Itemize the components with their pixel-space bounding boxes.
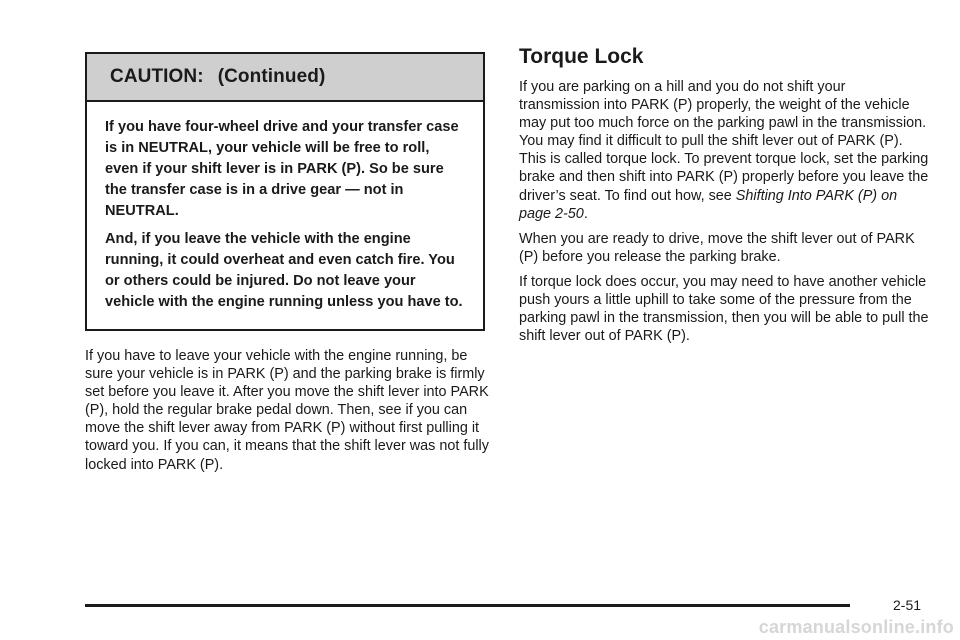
section-title: Torque Lock bbox=[519, 45, 644, 68]
watermark: carmanualsonline.info bbox=[758, 617, 954, 637]
torque-lock-paragraph-2: When you are ready to drive, move the shift lever out of PARK (P) before you release the parking brake. bbox=[519, 230, 915, 265]
caution-label: CAUTION: bbox=[110, 66, 204, 87]
caution-header bbox=[87, 54, 483, 102]
caution-box bbox=[85, 52, 485, 331]
paragraph-end-punctuation: . bbox=[583, 205, 588, 222]
page-number: 2-51 bbox=[893, 597, 922, 613]
cross-reference-link: Shifting Into PARK (P) on page 2-50 bbox=[519, 187, 898, 222]
torque-lock-paragraph-1 bbox=[519, 78, 929, 223]
caution-paragraph-2: And, if you leave the vehicle with the engine running, it could overheat and even catch fire. You or others could be injured. Do not leave your vehicle with the engine running unless you have to. bbox=[105, 231, 463, 310]
torque-lock-section bbox=[519, 42, 929, 352]
footer-rule bbox=[85, 604, 850, 607]
left-column-text bbox=[85, 347, 489, 474]
engine-running-paragraph: If you have to leave your vehicle with the engine running, be sure your vehicle is in PARK (P) and the parking brake is firmly set before you leave it. After you move the shift lever into PARK (P), hold the regular brake pedal down. Then, see if you can move the shift lever away from PARK (P) without first pulling it toward you. If you can, it means that the shift lever was not fully locked into PARK (P). bbox=[85, 348, 489, 473]
torque-lock-paragraph-3: If torque lock does occur, you may need to have another vehicle push yours a little uphill to take some of the pressure from the parking pawl in the transmission, then you will be able to pull the shift lever out of PARK (P). bbox=[519, 273, 929, 345]
caution-paragraph-1: If you have four-wheel drive and your transfer case is in NEUTRAL, your vehicle will be free to roll, even if your shift lever is in PARK (P). So be sure the transfer case is in a drive gear — not in NEUTRAL. bbox=[105, 119, 459, 219]
caution-continued: (Continued) bbox=[217, 66, 326, 87]
torque-lock-paragraph-1-text: If you are parking on a hill and you do not shift your transmission into PARK (P) properly, the weight of the vehicle may put too much force on the parking pawl in the transmission. You may find it difficult to pull the shift lever out of PARK (P). This is called torque lock. To prevent torque lock, set the parking brake and then shift into PARK (P) properly before you leave the driver’s seat. To find out how, see bbox=[519, 79, 929, 204]
caution-body bbox=[87, 102, 483, 313]
